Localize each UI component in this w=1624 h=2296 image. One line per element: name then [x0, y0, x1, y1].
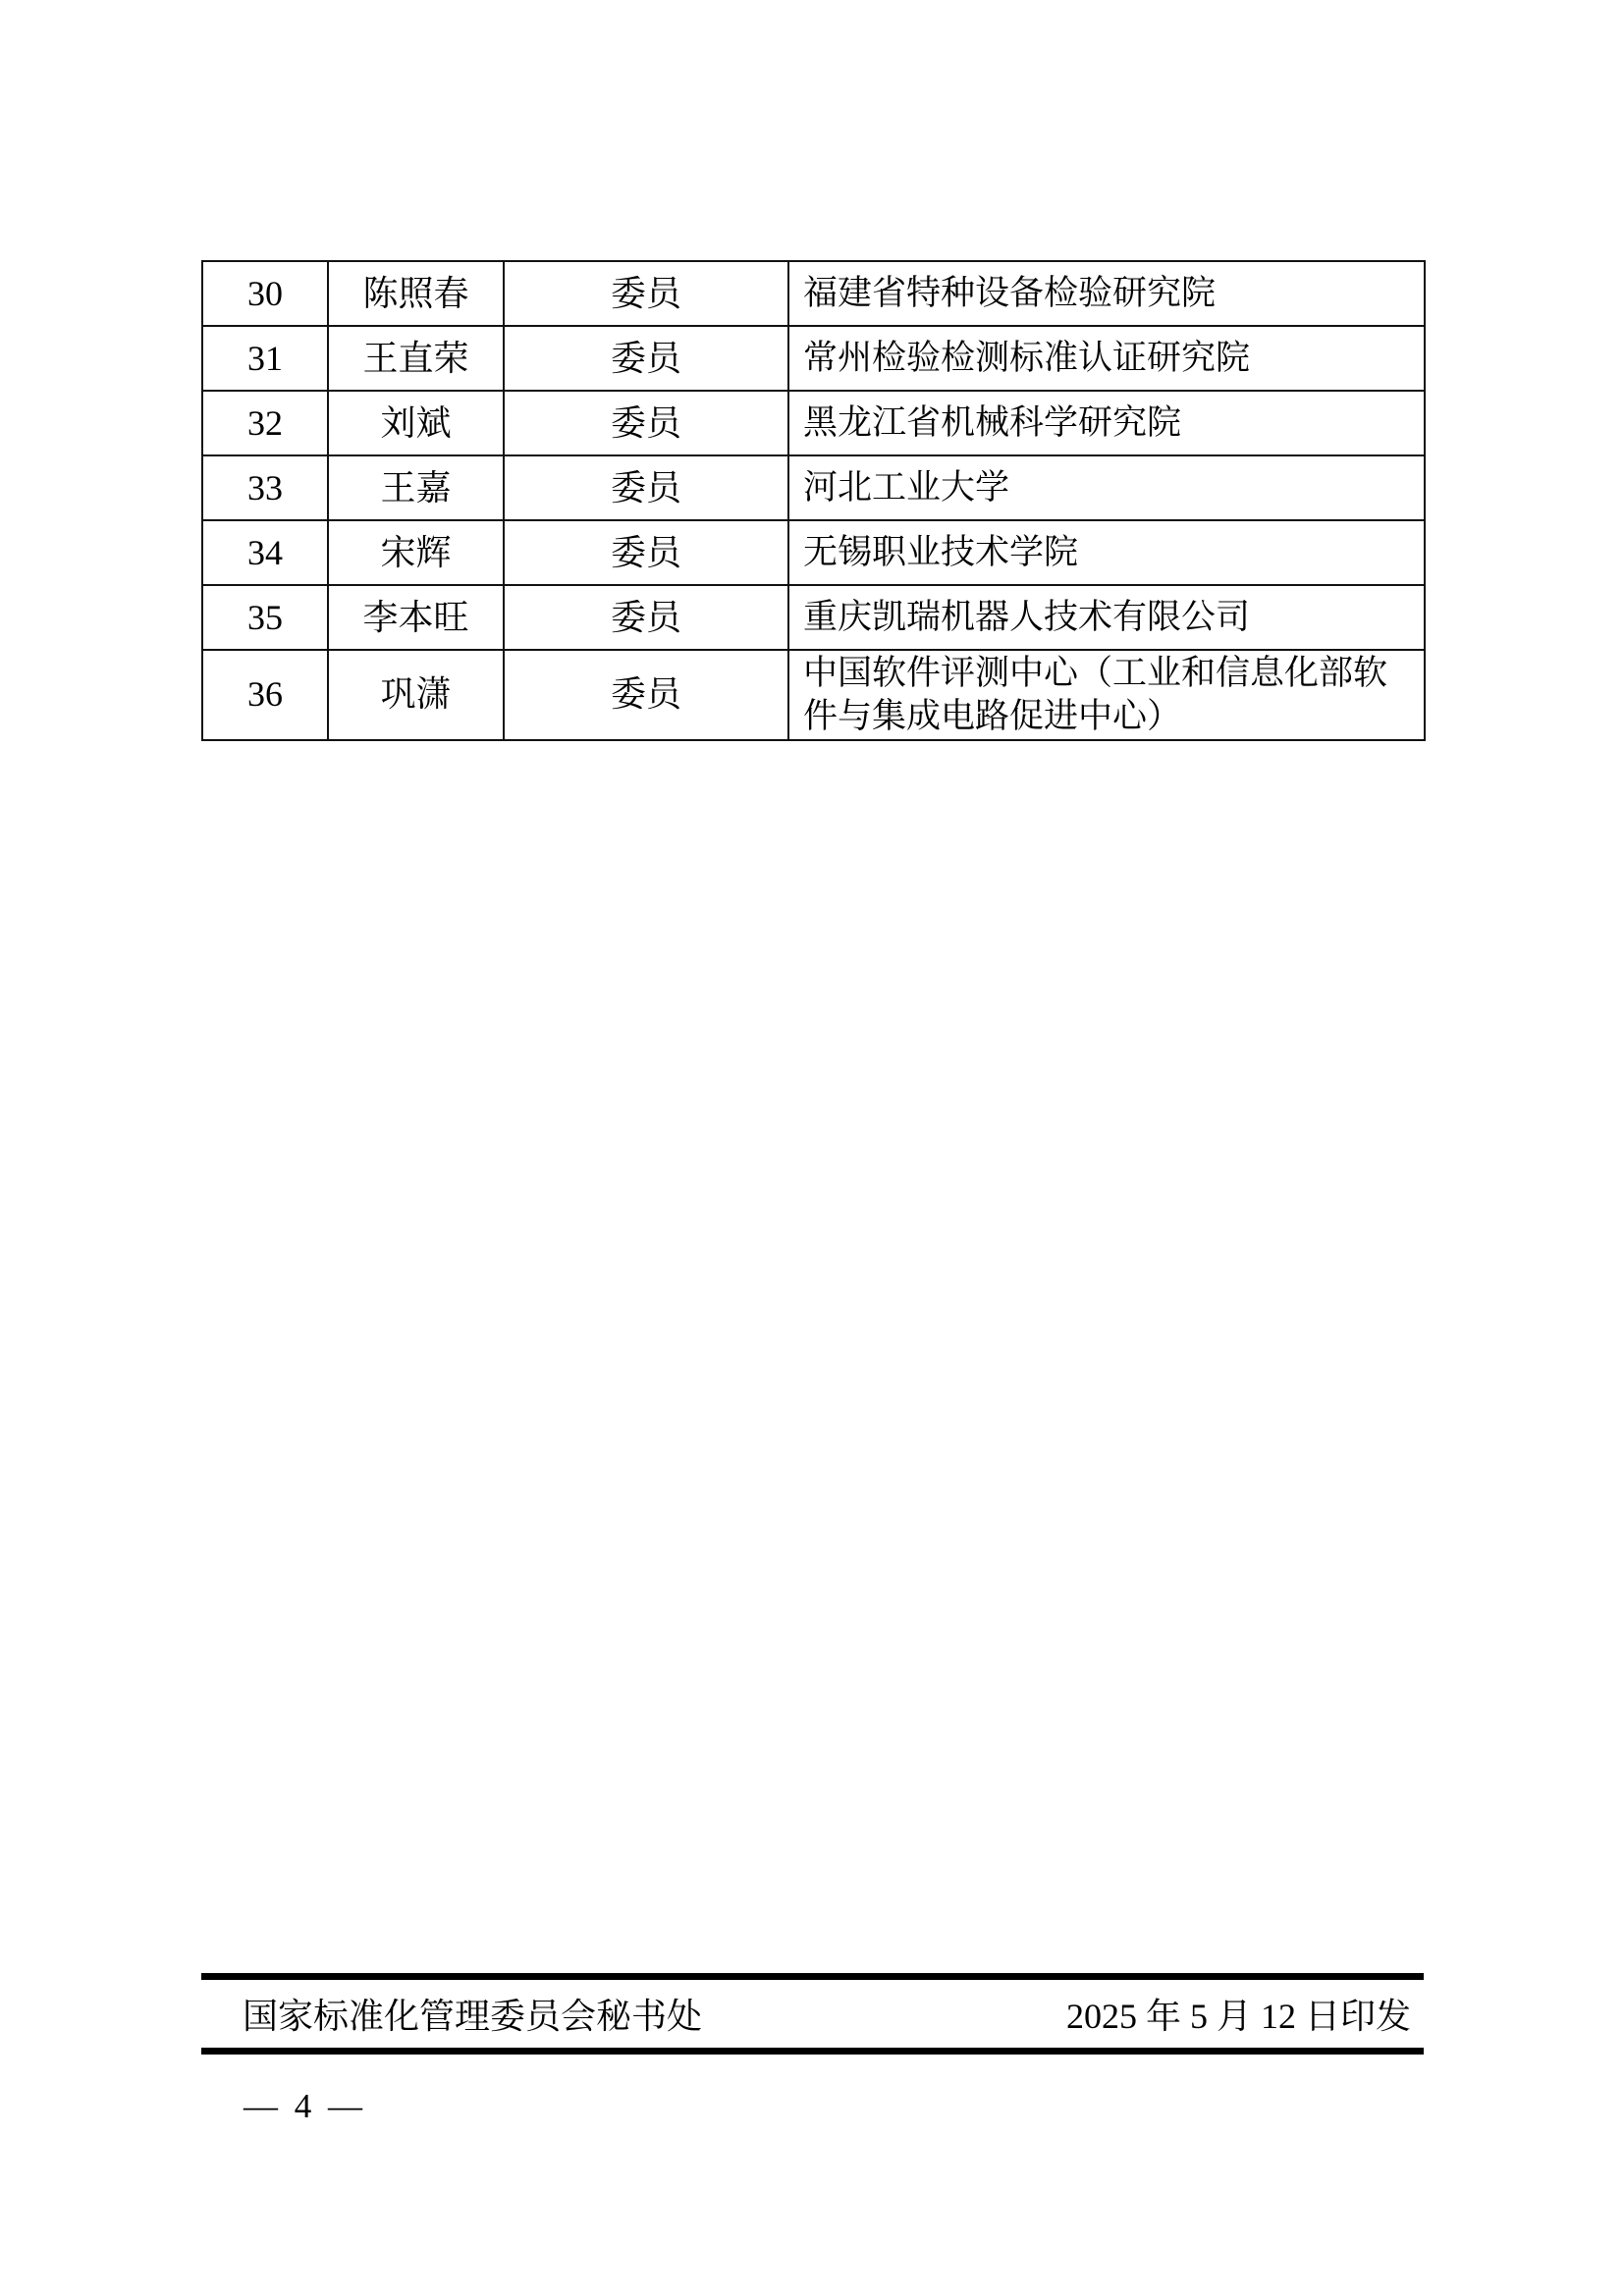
footer-issuer: 国家标准化管理委员会秘书处: [243, 1997, 703, 2036]
member-name-cell: 陈照春: [328, 261, 504, 326]
member-organization-cell: 无锡职业技术学院: [788, 520, 1425, 585]
footer-print-date: 2025 年 5 月 12 日印发: [1065, 1997, 1411, 2036]
member-name-cell: 王嘉: [328, 455, 504, 520]
member-role-cell: 委员: [504, 261, 788, 326]
member-number-cell: 31: [202, 326, 328, 391]
member-role-cell: 委员: [504, 520, 788, 585]
member-organization-cell: 福建省特种设备检验研究院: [788, 261, 1425, 326]
member-role-cell: 委员: [504, 585, 788, 650]
member-role-cell: 委员: [504, 391, 788, 455]
member-number-cell: 35: [202, 585, 328, 650]
table-row: [202, 455, 1425, 520]
table-row: [202, 650, 1425, 740]
member-organization-cell: 河北工业大学: [788, 455, 1425, 520]
member-name-cell: 刘斌: [328, 391, 504, 455]
member-number-cell: 34: [202, 520, 328, 585]
member-role-cell: 委员: [504, 650, 788, 740]
table-row: [202, 391, 1425, 455]
committee-member-table: [201, 260, 1426, 741]
member-name-cell: 李本旺: [328, 585, 504, 650]
footer-bottom-rule: [201, 2048, 1424, 2055]
table-row: [202, 261, 1425, 326]
member-number-cell: 33: [202, 455, 328, 520]
member-number-cell: 32: [202, 391, 328, 455]
member-name-cell: 巩潇: [328, 650, 504, 740]
member-organization-cell: 重庆凯瑞机器人技术有限公司: [788, 585, 1425, 650]
member-role-cell: 委员: [504, 326, 788, 391]
table-row: [202, 585, 1425, 650]
member-number-cell: 30: [202, 261, 328, 326]
footer-top-rule: [201, 1973, 1424, 1980]
footer-bar: [201, 1980, 1424, 2048]
member-number-cell: 36: [202, 650, 328, 740]
table-row: [202, 520, 1425, 585]
member-organization-cell: 中国软件评测中心（工业和信息化部软件与集成电路促进中心）: [788, 650, 1425, 740]
member-organization-cell: 黑龙江省机械科学研究院: [788, 391, 1425, 455]
committee-table-body: [202, 261, 1425, 740]
member-name-cell: 王直荣: [328, 326, 504, 391]
member-role-cell: 委员: [504, 455, 788, 520]
member-name-cell: 宋辉: [328, 520, 504, 585]
table-row: [202, 326, 1425, 391]
member-organization-cell: 常州检验检测标准认证研究院: [788, 326, 1425, 391]
page-number: — 4 —: [244, 2087, 366, 2125]
